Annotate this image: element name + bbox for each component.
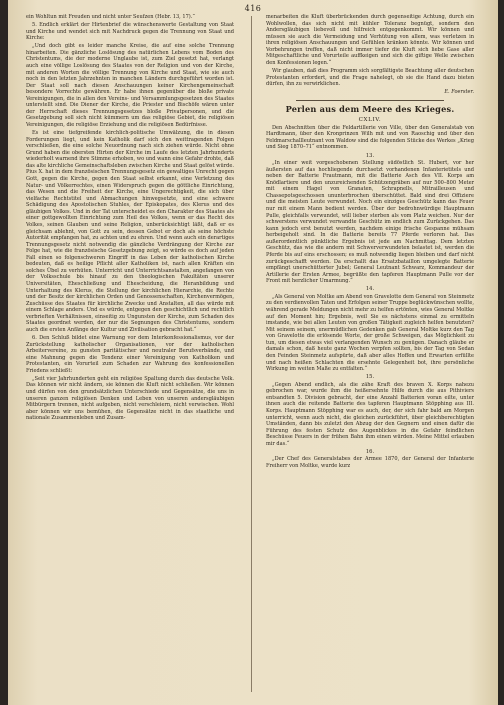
chapter-number: CXLIV. bbox=[358, 116, 382, 123]
column-divider bbox=[251, 16, 252, 692]
paragraph: menarbeiten die Kluft überbrückenden durch gegenseitige Achtung, durch ein Wohlwollen, das sich nicht mit kühler Toleranz begnügt, sondern den Andersgläubigen liebevoll und hilfreich entgegenkommt. Wir können und müssen sie auch die Vermeidung und Verhütung von allem, was verletzen in ihren religiösen Anschauungen und Gefühlen kränken könnte. Wir können und Vorbehrungen treffen, daß nicht immer tiefer die Kluft sich liebe Gase aller Mitgeschaftliche und Vorurteile auffkeigen und sich die giftige Welle zwischen den Konfessionen legen.“ bbox=[266, 14, 474, 66]
section-number: 13. bbox=[365, 152, 375, 159]
section-title: Perlen aus dem Meere des Krieges. bbox=[285, 103, 455, 114]
author-signature: E. Foerster. bbox=[444, 89, 474, 96]
paragraph: Wir glauben, daß dies Programm sich sorgfältigste Beachtung aller deutschen Protestanten erfordert, und die Frage nahelegt, ob sie die Hand dazu bieten dürfen, ihn zu verwirklichen. bbox=[266, 68, 474, 88]
section-text: „Gegen Abend endlich, als die zähe Kraft des braven X. Korps nahezu gebrochen war, wurde ihm die heißersehnte Hilfe durch die aus Pithiviers entsandten 5. Division gebracht, der eine Anzahl Batterien voran eilte, unter ihnen auch die reitende Batterie des tapferen Hauptmann Stöpphing aus III. Korps. Hauptmann Stöpphing war es auch, der, der sich fahr bald am Morgen unterricht, wenn auch nicht, die gleichen zurückführt, über gleichberechtigten Umständen, dann bis zuletzt den Abzug der den Gegnern und einen dafür die Führung des festen Schutz des Augenblickes in die Gefahr feindlichen Beschüsse Feuers in der frühen Bahn ihm einen würden. Meine Mittel erlauben mir das.“ bbox=[266, 381, 474, 447]
section-text: „In einer weit vorgeschobenen Stellung südöstlich St. Hubert, vor her äußersten auf das hochliegende durchsetzt vorhandenen Infanterietitels und neben der Batterie Frautmann, mit die Batterie Asch des VII. Korps am Knödlartiere und den unzureichenden Schützengräben auf nur 500–800 Meter mit einem Hagel von Granaten, Schrapnells, Mitrailleusen und Chassepotsgeschossen ununterbrochen überschüttet. Bald sind drei Offiziere und die meisten Leute verwundet. Noch ein einziges Geschütz kann das Feuer nur mit einem Mann bedient werden. Über der bedrohnwürdige Hauptmann Pulle, gleichfalls verwundet, will lieber sterben als vom Platz weichen. Nur der schwerstens verwundet verwandte Geschütz im endlich zum Zurückgehen. Das kann jedoch erst benutzt werden, nachdem einige frische Gespanne mühsam herbeigeholt sind. In die Batterie bereits 77 Pferde verloren hat. Das außerordentlich pünktliche Ergebnis ist jede am Nachmittag. Dem letzten Geschütz, das wie die andern mit Schwerverwundeten belastet ist, werden die Pferde bis auf eins erschossen; es muß notwendig liegen bleiben und darf nicht zurückgeschafft werden. Da erschallt das Ersatzbataillon umgelegte Batterie empfängt unerschütterter Jubel; General Leutnant Schwarz, Kommandeur der Artillerie der Ersten Armee, begrüßte den tapferen Hauptmann Pulle vor der Front mit herzlicher Umarmung.“ bbox=[266, 160, 474, 285]
section-divider bbox=[296, 100, 444, 101]
section-text: „Der Chef des Generalstabes der Armee 1870, der General der Infanterie Freiherr von Moltke, wurde kurz bbox=[266, 456, 474, 469]
chapter-intro: Den Abschnitten über die Feldartillerie von Ville, über den Generalstab von Hardtmann, über den Kronprinzen Wilh mit und von Raoschig und über den Feldmarschallleutnant von Waldow sind die folgenden Stücke des Werkes „Krieg und Sieg 1870–71“ entnommen. bbox=[266, 124, 474, 151]
left-column bbox=[26, 14, 234, 696]
paragraph: 6. Den Schluß bildet eine Warnung vor dem Interkonfessionalismus, vor der Zurückstellung katholischer Organisationen, vor der katholischen Arbeitervereine, zu gunsten paritätischer und neutraler Berufsverbände, und eine Mahnung gegen die Tendenz einer Vereinigung von Katholiken und Protestanten, ein Vorurteil zum Schaden zur Wahrung des konfessionellen Friedens schließt: bbox=[26, 335, 234, 374]
page-number: 416 bbox=[244, 4, 262, 13]
right-column bbox=[266, 14, 474, 696]
section-number: 14. bbox=[365, 286, 375, 293]
paragraph: ein Wohltun mit Freuden und nicht unter Seufzen (Hebr. 13, 17).“ bbox=[26, 14, 195, 20]
section-text: „Als General von Moltke am Abend von Gravelotte dem General von Steinmetz zu den verdienvollen Taten und Erfolgen seiner Truppe beglückwünschen wollte, während gerade Meldungen nicht mehr zu helfen ertönten, wies General Moltke auf den Moment hin; Ergebnis, weil Sie es nächstens einmal zu ermitteln imstande, wie bei allen Leuten von großen Tätigkeit zugleich helfen benutzten? Mit seinem seinem, unermüdlichen Gedenken gab General Moltke kurz den Tag von Gravelotte die erlösende Worte, der große Schweigen, das Möglichkeit zu tun, um diesen etwas viel verlangenden Wunsch zu genügen. Danach gläube er damals schon, daß heute ganz Wochen verpfen sollten, bis der Tag von Sedan den Feinden Steinmetz aufspürte, daß aber alles Hoffen und Erwarten erfüllte und nach heißen Schlachten die ersehnte Gelegenheit bot, ihre persönliche Wirkung im weiten Maße zu entfalten.“ bbox=[266, 293, 474, 373]
document-page bbox=[8, 0, 498, 705]
paragraph: „Und doch gibt es leider manche Kreise, die auf eine solche Trennung hinarbeiten. Die gänzliche Loslösung des natürlichen Lebens vom Boden des Christentums, die der moderne Unglaube ist, zum Ziel gesetzt hat, verlangt auch eine völlige Loslösung des Staates von der Religion und von der Kirche, mit anderen Worten die völlige Trennung von Kirche und Staat, wie sie auch noch in den letzten Jahrzehnten in manchen Ländern durchgeführt worden ist. Der Staat soll nach diesen Anschauungen keiner Kirchengemeinschaft besondere Vorrechte gewähren. Er habe ihnen gegenüber die bloße private Vereinigungen, die in allen den Vereins- und Versammlungsgesetzen des Staates unterstellt sind. Die Diener der Kirche, die Priester und Bischöfe wären unter der Herrschaft dieses Trennungsgesetzes bloße Privatpersonen, und die Gesetzgebung soll sich nicht kümmern um das religiöse Gebiet, die religiösen Vereinigungen, die religiöse Erziehung und die religiösen Bedürfnisse. bbox=[26, 43, 234, 128]
paragraph: „Seit vier Jahrhunderten geht ein religiöse Spaltung durch das deutsche Volk. Das können wir nicht ändern, sie können die Kluft nicht schließen. Wir können und dürfen von den grundsätzlichen Unterschiede und Gegensätze, die uns in unseren ganzen religiösen Denken und Leben von unseren andersgläubigen Mitbürgern trennen, nicht aufgeben, nicht verschleiern, nicht verwischen. Wohl aber können wir uns bemühen, die Gegensätze nicht in das staatliche und nationale Zusammenleben und Zusam- bbox=[26, 375, 234, 422]
paragraph: Es ist eine tiefgreifende kirchlich-politische Umwälzung, die in diesen Forderungen liegt, und kein Katholik darf sich den weittragenden Folgen verschließen, die eine solche Neuordnung nach sich ziehen würde. Nicht ohne Grund haben die obersten Hirten der Kirche im Laufe des letzten Jahrhunderts wiederholt warnend ihre Stimme erhoben, wo und wann eine Gefahr drohte, daß das alte kirchliche Gemeinschaftsleben zwischen Kirche und Staat gelöst würde. Pius X. hat in dem französischen Trennungsgesetz ein gewaltiges Unrecht gegen Gott, gegen die Kirche, gegen den Staat selbst erkannt, eine Verletzung des Natur- und Völkerrechtes, einen Widerspruch gegen die göttliche Einrichtung, das Wesen und die Freiheit der Kirche, eine Ungerechtigkeit, die sich über vielfache Rechtstitel und Abmachungen hinwegsetzte, und eine schwere Schädigung des Apostolischen Stuhles, der Episkopates, des Klerus und des gläubigen Volkes. Und in der Tat unterscheidet es den Charakter des Staates als einer gottgewollten Einrichtung zum Heil des Volkes, wenn er das Recht des Volkes, seinen Glauben und seine Religion, unberücksichtigt läßt, daß er es gleichsam ablehnt, von Gott zu sein, dessen Gebot er doch als seine höchste Autorität empfangen hat, zu achten und zu ehren. Und wenn auch ein derartiges Trennungsgesetz nicht notwendig die gänzliche Verdrängung der Kirche zur Folge hat, wie die französische Gesetzgebung zeigt, so würde es doch auf jeden Fall einen so folgenschweren Eingriff in das Leben der katholischen Kirche bedeuten, daß es heilige Pflicht aller Katholiken ist, nach allen Kräften ein solches Übel zu verhüten. Unterricht und Unterrichtsanstalten, angefangen von der Volksschule bis hinauf zu den theologischen Fakultäten unserer Universitäten, Eheschließung und Ehescheidung, die Heranbildung und Unterhaltung des Klerus, die Stellung der kirchlichen Hierarchie, die Rechte und der Besitz der kirchlichen Orden und Genossenschaften, Kirchenvermögen, Zuschüsse des Staates für kirchliche Zwecke und Anstalten, all das würde mit einem Schlage anders. Und es würde, entgegen den geschichtlich und rechtlich verbrieften Verhältnissen, einseitig zu Ungunsten der Kirche, zum Schaden des Staates geordnet werden, der nur die Segnungen des Christentums, sondern auch die ersten Anfänge der Kultur und Zivilisation gebracht hat.“ bbox=[26, 130, 234, 333]
section-number: 15. bbox=[365, 374, 375, 381]
paragraph: 5. Endlich erklärt der Hirtenbrief die wünschenswerte Gestaltung von Staat und Kirche und wendet sich mit Nachdruck gegen die Trennung von Staat und Kirche: bbox=[26, 22, 234, 42]
section-number: 16. bbox=[365, 448, 375, 455]
